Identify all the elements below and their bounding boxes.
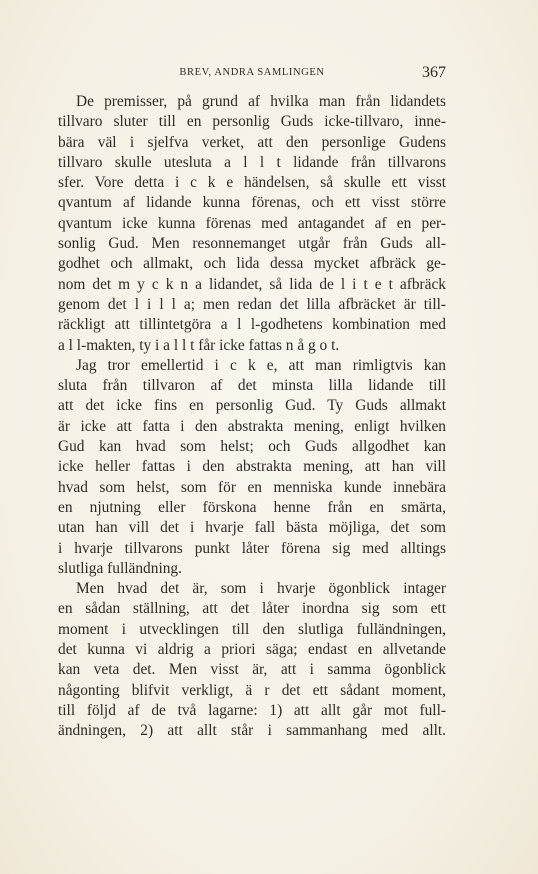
text-line: någonting blifvit verkligt, ä r det ett sådant moment, <box>58 681 446 699</box>
text-line: ändningen, 2) att allt står i sammanhang med allt. <box>58 722 446 740</box>
text-line: genom det l i l l a; men redan det lilla afbräcket är till- <box>58 295 446 313</box>
text-line: a l l-makten, ty i a l l t får icke fattas n å g o t. <box>58 336 340 354</box>
text-line: tillvaro skulle utesluta a l l t lidande från tillvarons <box>58 153 446 171</box>
text-line: i hvarje tillvarons punkt låter förena sig med alltings <box>58 539 446 557</box>
text-line: Men hvad det är, som i hvarje ögonblick intager <box>76 580 446 598</box>
text-line: qvantum icke kunna förenas med antagandet af en per- <box>58 214 446 232</box>
text-line: icke heller fattas i den abstrakta mening, att han vill <box>58 458 446 476</box>
running-head: BREV, ANDRA SAMLINGEN <box>179 67 325 78</box>
text-line: sluta från tillvaron af det minsta lilla lidande till <box>58 377 446 395</box>
page-number: 367 <box>422 64 446 81</box>
text-line: sonlig Gud. Men resonnemanget utgår från Guds all- <box>58 235 446 253</box>
text-line: De premisser, på grund af hvilka man från lidandets <box>76 93 446 110</box>
text-line: slutliga fulländning. <box>58 559 182 577</box>
page-header <box>58 64 446 84</box>
text-line: Jag tror emellertid i c k e, att man rimligtvis kan <box>76 356 446 374</box>
text-line: utan han vill det i hvarje fall bästa möjliga, det som <box>58 519 446 537</box>
text-line: tillvaro sluter till en personlig Guds icke-tillvaro, inne- <box>58 113 446 131</box>
text-line: att det icke fins en personlig Gud. Ty Guds allmakt <box>58 397 446 415</box>
text-line: en sådan ställning, att det låter inordna sig som ett <box>58 600 446 618</box>
body-text <box>58 92 446 742</box>
text-line: bära väl i sjelfva verket, att den personlige Gudens <box>58 133 446 151</box>
text-line: är icke att fatta i den abstrakta mening, enligt hvilken <box>58 417 446 435</box>
text-line: Gud kan hvad som helst; och Guds allgodhet kan <box>58 438 446 456</box>
text-line: qvantum af lidande kunna förenas, och ett visst större <box>58 194 446 212</box>
text-line: det kunna vi aldrig a priori säga; endast en allvetande <box>58 641 446 659</box>
text-line: till följd af de två lagarne: 1) att allt går mot full- <box>58 701 446 719</box>
text-line: godhet och allmakt, och lida dessa mycket afbräck ge- <box>58 255 446 273</box>
text-line: räckligt att tillintetgöra a l l-godhetens kombination med <box>58 316 446 334</box>
text-line: moment i utvecklingen till den slutliga fulländningen, <box>58 620 446 638</box>
text-line: hvad som helst, som för en menniska kunde innebära <box>58 478 446 496</box>
text-line: kan veta det. Men visst är, att i samma ögonblick <box>58 661 446 679</box>
text-line: sfer. Vore detta i c k e händelsen, så skulle ett visst <box>58 174 446 192</box>
text-line: en njutning eller förskona henne från en smärta, <box>58 498 446 516</box>
text-line: nom det m y c k n a lidandet, så lida de l i t e t afbräck <box>58 275 446 293</box>
